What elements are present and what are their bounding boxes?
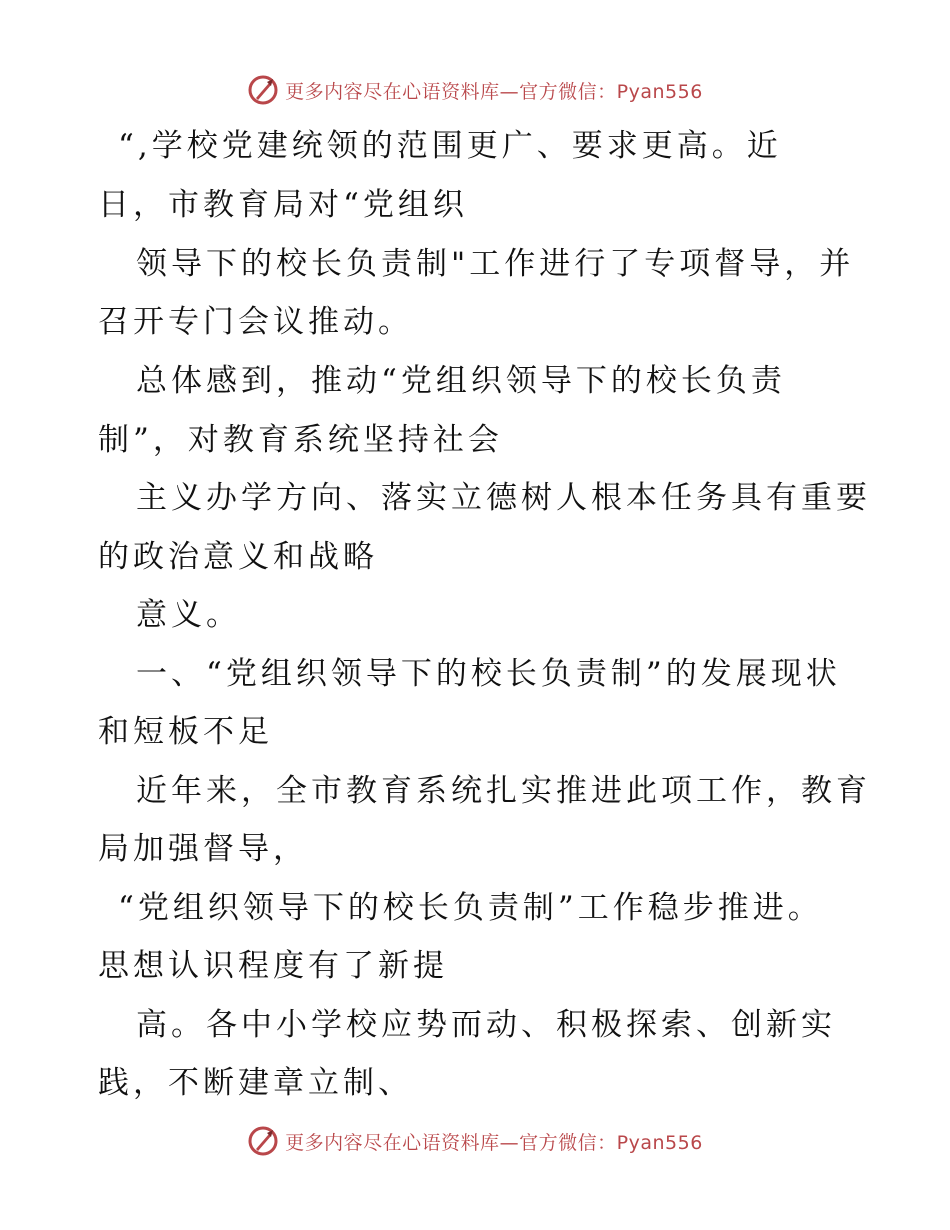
text-line: 践，不断建章立制、: [98, 1065, 413, 1101]
text-line: 思想认识程度有了新提: [98, 948, 448, 984]
watermark-text: 更多内容尽在心语资料库—官方微信：Pyan556: [285, 80, 703, 103]
text-line: 局加强督导，: [98, 831, 308, 867]
text-line: 近年来，全市教育系统扎实推进此项工作，教育: [136, 773, 871, 809]
section-heading: 一、“党组织领导下的校长负责制”的发展现状: [136, 656, 841, 692]
text-line: 制”，对教育系统坚持社会: [98, 422, 503, 458]
quill-logo-icon: [247, 1125, 279, 1157]
text-line: 总体感到，推动“党组织领导下的校长负责: [136, 363, 786, 399]
text-line: 的政治意义和战略: [98, 539, 378, 575]
footer-watermark: [0, 1121, 950, 1161]
text-line: “,学校党建统领的范围更广、要求更高。近: [118, 128, 782, 164]
section-heading-continued: 和短板不足: [98, 714, 273, 750]
text-line: 领导下的校长负责制"工作进行了专项督导，并: [136, 246, 855, 282]
text-line: 日，市教育局对“党组织: [98, 187, 468, 223]
text-line: “党组织领导下的校长负责制”工作稳步推进。: [118, 890, 823, 926]
text-line: 高。各中小学校应势而动、积极探索、创新实: [136, 1007, 836, 1043]
text-line: 意义。: [136, 597, 241, 633]
text-line: 主义办学方向、落实立德树人根本任务具有重要: [136, 480, 871, 516]
watermark-text: 更多内容尽在心语资料库—官方微信：Pyan556: [285, 1131, 703, 1154]
text-line: 召开专门会议推动。: [98, 304, 413, 340]
